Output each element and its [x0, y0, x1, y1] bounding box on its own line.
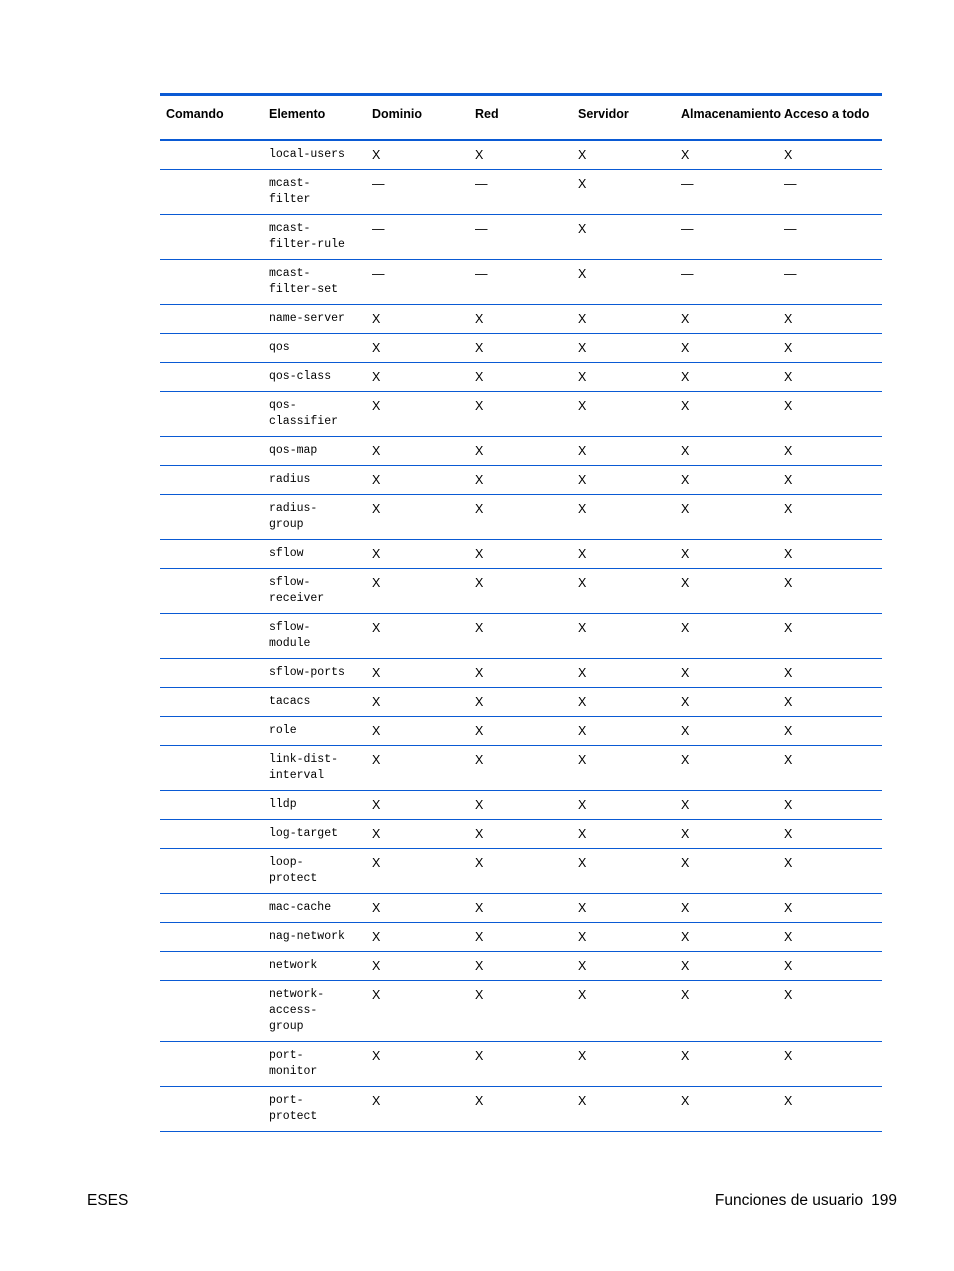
cell-dominio: X [366, 717, 469, 746]
header-servidor: Servidor [572, 95, 675, 141]
header-red: Red [469, 95, 572, 141]
cell-dominio: X [366, 952, 469, 981]
cell-acceso-a-todo: X [778, 688, 882, 717]
cell-dominio: X [366, 849, 469, 894]
cell-red: X [469, 746, 572, 791]
cell-acceso-a-todo: — [778, 170, 882, 215]
cell-red: X [469, 614, 572, 659]
cell-servidor: X [572, 688, 675, 717]
table-row [160, 659, 882, 688]
cell-acceso-a-todo: X [778, 820, 882, 849]
cell-dominio: — [366, 215, 469, 260]
cell-acceso-a-todo: X [778, 746, 882, 791]
cell-comando [160, 260, 263, 305]
cell-almacenamiento: X [675, 923, 778, 952]
cell-almacenamiento: X [675, 363, 778, 392]
cell-dominio: X [366, 659, 469, 688]
cell-comando [160, 392, 263, 437]
table-row [160, 952, 882, 981]
cell-servidor: X [572, 1042, 675, 1087]
table-row [160, 688, 882, 717]
table-row [160, 140, 882, 170]
table-row [160, 614, 882, 659]
cell-acceso-a-todo: X [778, 437, 882, 466]
cell-almacenamiento: X [675, 437, 778, 466]
header-comando: Comando [160, 95, 263, 141]
cell-servidor: X [572, 569, 675, 614]
cell-elemento: mcast- filter-rule [263, 215, 366, 260]
cell-servidor: X [572, 791, 675, 820]
table-row [160, 334, 882, 363]
cell-elemento: network [263, 952, 366, 981]
footer-section-title: Funciones de usuario [714, 1192, 864, 1209]
cell-red: X [469, 334, 572, 363]
cell-servidor: X [572, 923, 675, 952]
cell-servidor: X [572, 820, 675, 849]
cell-servidor: X [572, 981, 675, 1042]
header-almacenamiento: Almacenamiento [675, 95, 778, 141]
cell-servidor: X [572, 140, 675, 170]
table-row [160, 495, 882, 540]
cell-servidor: X [572, 260, 675, 305]
cell-almacenamiento: X [675, 894, 778, 923]
cell-comando [160, 437, 263, 466]
cell-almacenamiento: X [675, 659, 778, 688]
cell-elemento: qos-map [263, 437, 366, 466]
cell-almacenamiento: — [675, 170, 778, 215]
cell-acceso-a-todo: — [778, 260, 882, 305]
cell-red: X [469, 495, 572, 540]
cell-elemento: qos [263, 334, 366, 363]
commands-table [160, 93, 882, 1132]
table-header-row [160, 95, 882, 141]
cell-dominio: — [366, 260, 469, 305]
footer-page-info [715, 1192, 897, 1210]
cell-comando [160, 717, 263, 746]
cell-red: X [469, 540, 572, 569]
cell-red: X [469, 717, 572, 746]
cell-dominio: X [366, 466, 469, 495]
table-row [160, 717, 882, 746]
cell-acceso-a-todo: X [778, 981, 882, 1042]
cell-servidor: X [572, 334, 675, 363]
cell-almacenamiento: X [675, 569, 778, 614]
cell-dominio: X [366, 746, 469, 791]
cell-almacenamiento: — [675, 260, 778, 305]
cell-almacenamiento: X [675, 495, 778, 540]
cell-servidor: X [572, 495, 675, 540]
cell-comando [160, 923, 263, 952]
cell-dominio: X [366, 392, 469, 437]
cell-comando [160, 495, 263, 540]
cell-almacenamiento: X [675, 140, 778, 170]
cell-acceso-a-todo: X [778, 894, 882, 923]
cell-acceso-a-todo: X [778, 569, 882, 614]
cell-servidor: X [572, 363, 675, 392]
cell-almacenamiento: X [675, 791, 778, 820]
cell-servidor: X [572, 170, 675, 215]
cell-almacenamiento: X [675, 717, 778, 746]
cell-comando [160, 466, 263, 495]
cell-servidor: X [572, 392, 675, 437]
cell-dominio: X [366, 688, 469, 717]
cell-comando [160, 688, 263, 717]
cell-comando [160, 952, 263, 981]
cell-dominio: X [366, 1087, 469, 1132]
table-row [160, 437, 882, 466]
cell-comando [160, 659, 263, 688]
cell-elemento: loop- protect [263, 849, 366, 894]
cell-comando [160, 981, 263, 1042]
cell-comando [160, 305, 263, 334]
cell-red: X [469, 437, 572, 466]
cell-servidor: X [572, 614, 675, 659]
cell-almacenamiento: X [675, 305, 778, 334]
cell-comando [160, 614, 263, 659]
cell-almacenamiento: X [675, 849, 778, 894]
table-row [160, 923, 882, 952]
cell-acceso-a-todo: — [778, 215, 882, 260]
cell-acceso-a-todo: X [778, 659, 882, 688]
cell-dominio: X [366, 923, 469, 952]
table-row [160, 791, 882, 820]
cell-elemento: mcast- filter-set [263, 260, 366, 305]
table-row [160, 569, 882, 614]
cell-red: X [469, 849, 572, 894]
table-row [160, 540, 882, 569]
cell-dominio: X [366, 305, 469, 334]
cell-red: — [469, 170, 572, 215]
cell-acceso-a-todo: X [778, 540, 882, 569]
cell-comando [160, 746, 263, 791]
footer-page-number: 199 [871, 1192, 897, 1209]
cell-almacenamiento: X [675, 952, 778, 981]
cell-comando [160, 540, 263, 569]
cell-acceso-a-todo: X [778, 305, 882, 334]
cell-acceso-a-todo: X [778, 466, 882, 495]
cell-dominio: X [366, 1042, 469, 1087]
cell-elemento: mcast- filter [263, 170, 366, 215]
cell-red: X [469, 688, 572, 717]
cell-almacenamiento: X [675, 746, 778, 791]
cell-acceso-a-todo: X [778, 614, 882, 659]
cell-elemento: port- protect [263, 1087, 366, 1132]
cell-elemento: mac-cache [263, 894, 366, 923]
cell-acceso-a-todo: X [778, 363, 882, 392]
cell-servidor: X [572, 1087, 675, 1132]
cell-elemento: tacacs [263, 688, 366, 717]
cell-comando [160, 791, 263, 820]
cell-red: X [469, 305, 572, 334]
cell-red: X [469, 659, 572, 688]
cell-elemento: role [263, 717, 366, 746]
cell-dominio: X [366, 140, 469, 170]
cell-comando [160, 215, 263, 260]
cell-servidor: X [572, 952, 675, 981]
cell-red: X [469, 791, 572, 820]
cell-almacenamiento: X [675, 540, 778, 569]
cell-dominio: X [366, 495, 469, 540]
cell-dominio: — [366, 170, 469, 215]
cell-servidor: X [572, 717, 675, 746]
cell-comando [160, 1087, 263, 1132]
table-row [160, 820, 882, 849]
cell-comando [160, 569, 263, 614]
cell-servidor: X [572, 849, 675, 894]
table-body [160, 140, 882, 1132]
table-row [160, 215, 882, 260]
cell-red: — [469, 215, 572, 260]
table-row [160, 260, 882, 305]
cell-servidor: X [572, 215, 675, 260]
cell-servidor: X [572, 894, 675, 923]
cell-elemento: sflow- receiver [263, 569, 366, 614]
header-dominio: Dominio [366, 95, 469, 141]
cell-servidor: X [572, 466, 675, 495]
cell-comando [160, 140, 263, 170]
cell-red: X [469, 140, 572, 170]
cell-elemento: qos-class [263, 363, 366, 392]
cell-almacenamiento: X [675, 1087, 778, 1132]
cell-almacenamiento: X [675, 466, 778, 495]
cell-comando [160, 334, 263, 363]
cell-almacenamiento: — [675, 215, 778, 260]
cell-dominio: X [366, 614, 469, 659]
cell-elemento: sflow [263, 540, 366, 569]
cell-red: X [469, 981, 572, 1042]
cell-red: X [469, 1042, 572, 1087]
cell-comando [160, 1042, 263, 1087]
header-elemento: Elemento [263, 95, 366, 141]
cell-servidor: X [572, 746, 675, 791]
cell-elemento: name-server [263, 305, 366, 334]
cell-dominio: X [366, 894, 469, 923]
cell-acceso-a-todo: X [778, 791, 882, 820]
cell-red: X [469, 894, 572, 923]
cell-red: X [469, 820, 572, 849]
cell-acceso-a-todo: X [778, 923, 882, 952]
cell-comando [160, 170, 263, 215]
cell-acceso-a-todo: X [778, 334, 882, 363]
cell-almacenamiento: X [675, 1042, 778, 1087]
cell-almacenamiento: X [675, 392, 778, 437]
cell-elemento: sflow-ports [263, 659, 366, 688]
cell-elemento: nag-network [263, 923, 366, 952]
cell-elemento: port- monitor [263, 1042, 366, 1087]
cell-red: X [469, 569, 572, 614]
cell-acceso-a-todo: X [778, 1042, 882, 1087]
cell-servidor: X [572, 659, 675, 688]
cell-dominio: X [366, 540, 469, 569]
cell-dominio: X [366, 437, 469, 466]
cell-elemento: lldp [263, 791, 366, 820]
cell-red: X [469, 952, 572, 981]
cell-acceso-a-todo: X [778, 140, 882, 170]
cell-almacenamiento: X [675, 688, 778, 717]
cell-almacenamiento: X [675, 614, 778, 659]
table-row [160, 392, 882, 437]
cell-comando [160, 849, 263, 894]
table-row [160, 305, 882, 334]
header-acceso-a-todo: Acceso a todo [778, 95, 882, 141]
cell-elemento: log-target [263, 820, 366, 849]
cell-acceso-a-todo: X [778, 952, 882, 981]
cell-acceso-a-todo: X [778, 717, 882, 746]
cell-dominio: X [366, 569, 469, 614]
table-row [160, 849, 882, 894]
cell-almacenamiento: X [675, 820, 778, 849]
table-row [160, 1087, 882, 1132]
cell-comando [160, 363, 263, 392]
cell-dominio: X [366, 334, 469, 363]
cell-servidor: X [572, 305, 675, 334]
cell-servidor: X [572, 437, 675, 466]
cell-elemento: radius- group [263, 495, 366, 540]
cell-almacenamiento: X [675, 334, 778, 363]
cell-red: — [469, 260, 572, 305]
table-row [160, 363, 882, 392]
cell-almacenamiento: X [675, 981, 778, 1042]
cell-acceso-a-todo: X [778, 392, 882, 437]
cell-red: X [469, 466, 572, 495]
table-row [160, 981, 882, 1042]
cell-elemento: link-dist- interval [263, 746, 366, 791]
cell-elemento: qos- classifier [263, 392, 366, 437]
cell-dominio: X [366, 981, 469, 1042]
cell-acceso-a-todo: X [778, 495, 882, 540]
table-row [160, 466, 882, 495]
cell-acceso-a-todo: X [778, 849, 882, 894]
table-row [160, 894, 882, 923]
table-row [160, 170, 882, 215]
cell-comando [160, 820, 263, 849]
cell-elemento: local-users [263, 140, 366, 170]
cell-dominio: X [366, 363, 469, 392]
cell-dominio: X [366, 820, 469, 849]
cell-comando [160, 894, 263, 923]
cell-acceso-a-todo: X [778, 1087, 882, 1132]
table-row [160, 746, 882, 791]
footer-locale: ESES [87, 1192, 129, 1209]
cell-elemento: radius [263, 466, 366, 495]
cell-red: X [469, 1087, 572, 1132]
table-row [160, 1042, 882, 1087]
cell-red: X [469, 392, 572, 437]
cell-elemento: sflow- module [263, 614, 366, 659]
cell-dominio: X [366, 791, 469, 820]
cell-red: X [469, 923, 572, 952]
cell-red: X [469, 363, 572, 392]
cell-servidor: X [572, 540, 675, 569]
cell-elemento: network- access- group [263, 981, 366, 1042]
